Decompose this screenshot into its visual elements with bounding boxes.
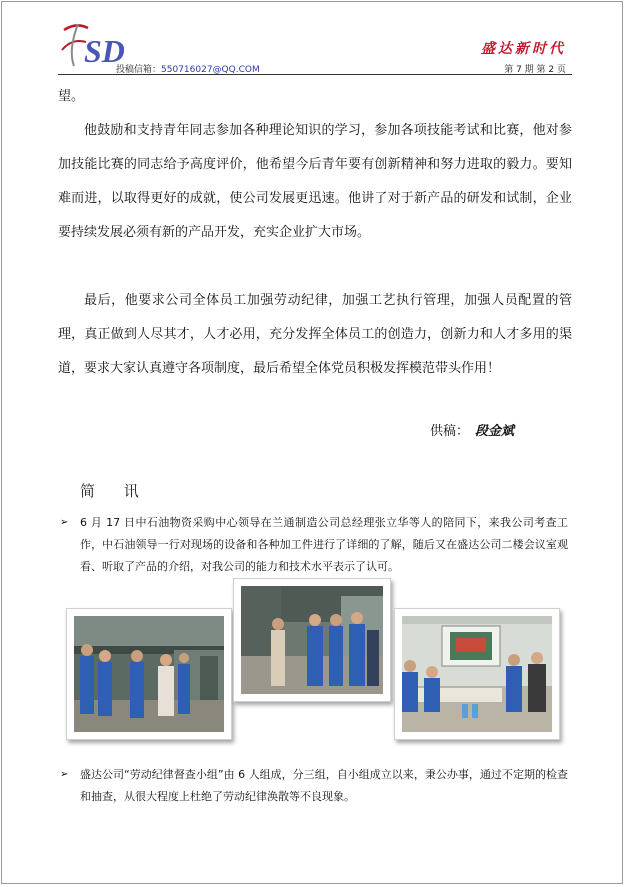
news-item-1 bbox=[60, 512, 568, 578]
article-paragraph-2: 他鼓励和支持青年同志参加各种理论知识的学习，参加各项技能考试和比赛，他对参加技能比赛的同志给予高度评价，他希望今后青年要有创新精神和努力进取的毅力。要知难而进，以取得更好的成就，使公司发展更迅速。他讲了对于新产品的研发和试制，企业要持续发展必须有新的产品开发，充实企业扩大市场。 bbox=[58, 123, 572, 240]
workshop-group-image bbox=[241, 586, 383, 694]
news-item-2 bbox=[60, 764, 568, 808]
article-paragraph-1: 望。 bbox=[58, 89, 85, 104]
credit-name: 段金斌 bbox=[475, 424, 515, 439]
issue-page-number: 第 7 期 第 2 页 bbox=[504, 65, 566, 75]
article-credit bbox=[430, 420, 514, 439]
article-paragraph-3: 最后，他要求公司全体员工加强劳动纪律，加强工艺执行管理，加强人员配置的管理，真正做到人尽其才，人才必用，充分发挥全体员工的创造力，创新力和人才多用的渠道，要求大家认真遵守各项制度，最后希望全体党员积极发挥模范带头作用！ bbox=[58, 293, 572, 376]
news-item-text: 6 月 17 日中石油物资采购中心领导在兰通制造公司总经理张立华等人的陪同下，来我公司考查工作，中石油领导一行对现场的设备和各种加工件进行了详细的了解，随后又在盛达公司二楼会议室观看、听取了产品的介绍，对我公司的能力和技术水平表示了认可。 bbox=[80, 516, 568, 573]
email-address[interactable]: 550716027@QQ.COM bbox=[161, 65, 260, 75]
factory-floor-image bbox=[74, 616, 224, 732]
page-header bbox=[58, 20, 572, 76]
email-label: 投稿信箱： bbox=[116, 65, 162, 75]
bullet-arrow-icon: ➢ bbox=[60, 517, 69, 528]
bullet-arrow-icon: ➢ bbox=[60, 769, 69, 780]
meeting-room-image bbox=[402, 616, 552, 732]
newspaper-title: 盛达新时代 bbox=[481, 41, 566, 57]
photo-meeting-room bbox=[394, 608, 560, 740]
news-brief-heading: 简 讯 bbox=[80, 482, 151, 500]
header-rule bbox=[58, 74, 572, 75]
photo-workshop-group bbox=[233, 578, 391, 702]
news-item-text: 盛达公司“劳动纪律督查小组”由 6 人组成，分三组，自小组成立以来，秉公办事，通过不定期的检查和抽查，从很大程度上杜绝了劳动纪律涣散等不良现象。 bbox=[80, 768, 568, 803]
svg-text:SD: SD bbox=[84, 33, 125, 69]
photo-factory-floor bbox=[66, 608, 232, 740]
credit-label: 供稿： bbox=[430, 424, 470, 439]
